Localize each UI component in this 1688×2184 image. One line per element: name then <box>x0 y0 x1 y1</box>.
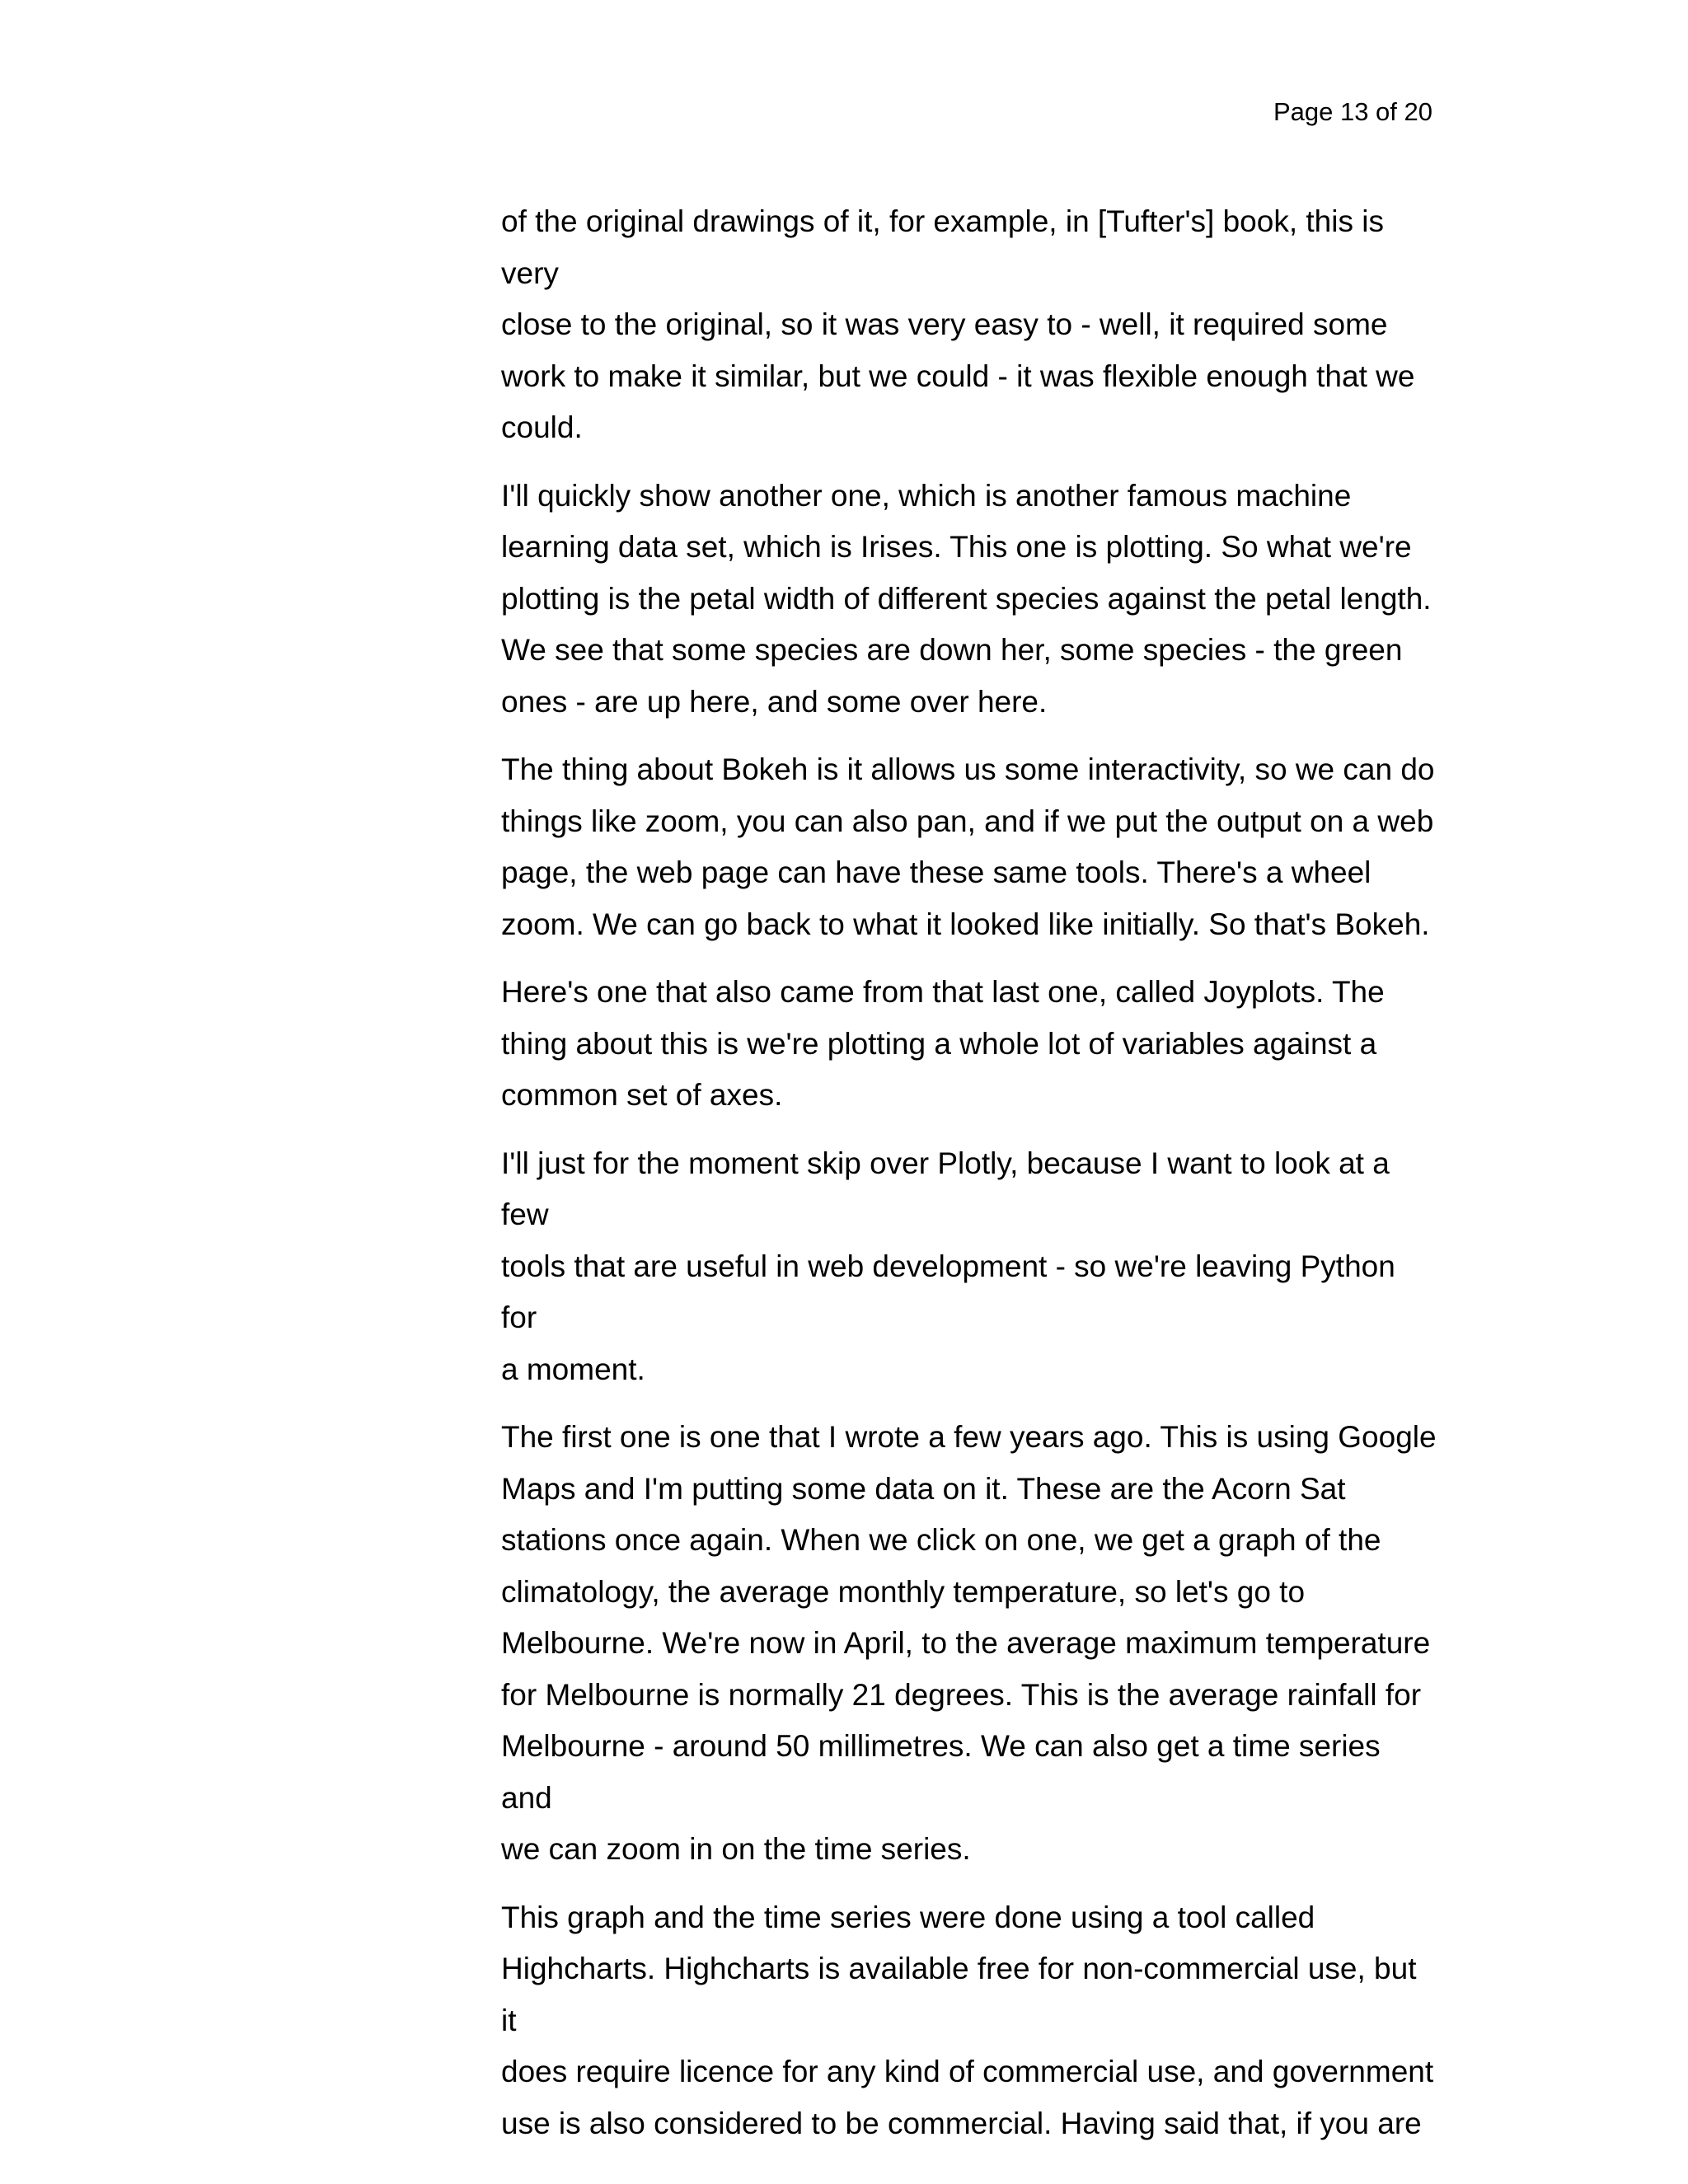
paragraph: The thing about Bokeh is it allows us some interactivity, so we can do things like zoom, you can also pan, and if we put the output on a web page, the web page can have these same tools. There's a wheel zoom. We can go back to what it looked like initially. So that's Bokeh. <box>501 752 1435 941</box>
paragraph: Here's one that also came from that last one, called Joyplots. The thing about this is we're plotting a whole lot of variables against a common set of axes. <box>501 975 1385 1112</box>
paragraph: This graph and the time series were done using a tool called Highcharts. Highcharts is available free for non-commercial use, but it does require licence for any kind of commercial use, and government use is also considered to be commercial. Having said that, if you are <box>501 1900 1434 2140</box>
paragraph: of the original drawings of it, for example, in [Tufter's] book, this is very close to the original, so it was very easy to - well, it required some work to make it similar, but we could - it was flexible enough that we could. <box>501 204 1415 444</box>
paragraph: I'll just for the moment skip over Plotly, because I want to look at a few tools that are useful in web development - so we're leaving Python for a moment. <box>501 1146 1395 1386</box>
paragraph: The first one is one that I wrote a few years ago. This is using Google Maps and I'm putting some data on it. These are the Acorn Sat stations once again. When we click on one, we get a graph of the climatology, the average monthly temperature, so let's go to Melbourne. We're now in April, to the average maximum temperature for Melbourne is normally 21 degrees. This is the average rainfall for Melbourne - around 50 millimetres. We can also get a time series and we can zoom in on the time series. <box>501 1420 1437 1866</box>
page-number: Page 13 of 20 <box>1273 97 1432 126</box>
transcript-body <box>501 196 1437 2166</box>
paragraph: I'll quickly show another one, which is another famous machine learning data set, which is Irises. This one is plotting. So what we're plotting is the petal width of different species against the petal length. We see that some species are down her, some species - the green ones - are up here, and some over here. <box>501 478 1432 719</box>
